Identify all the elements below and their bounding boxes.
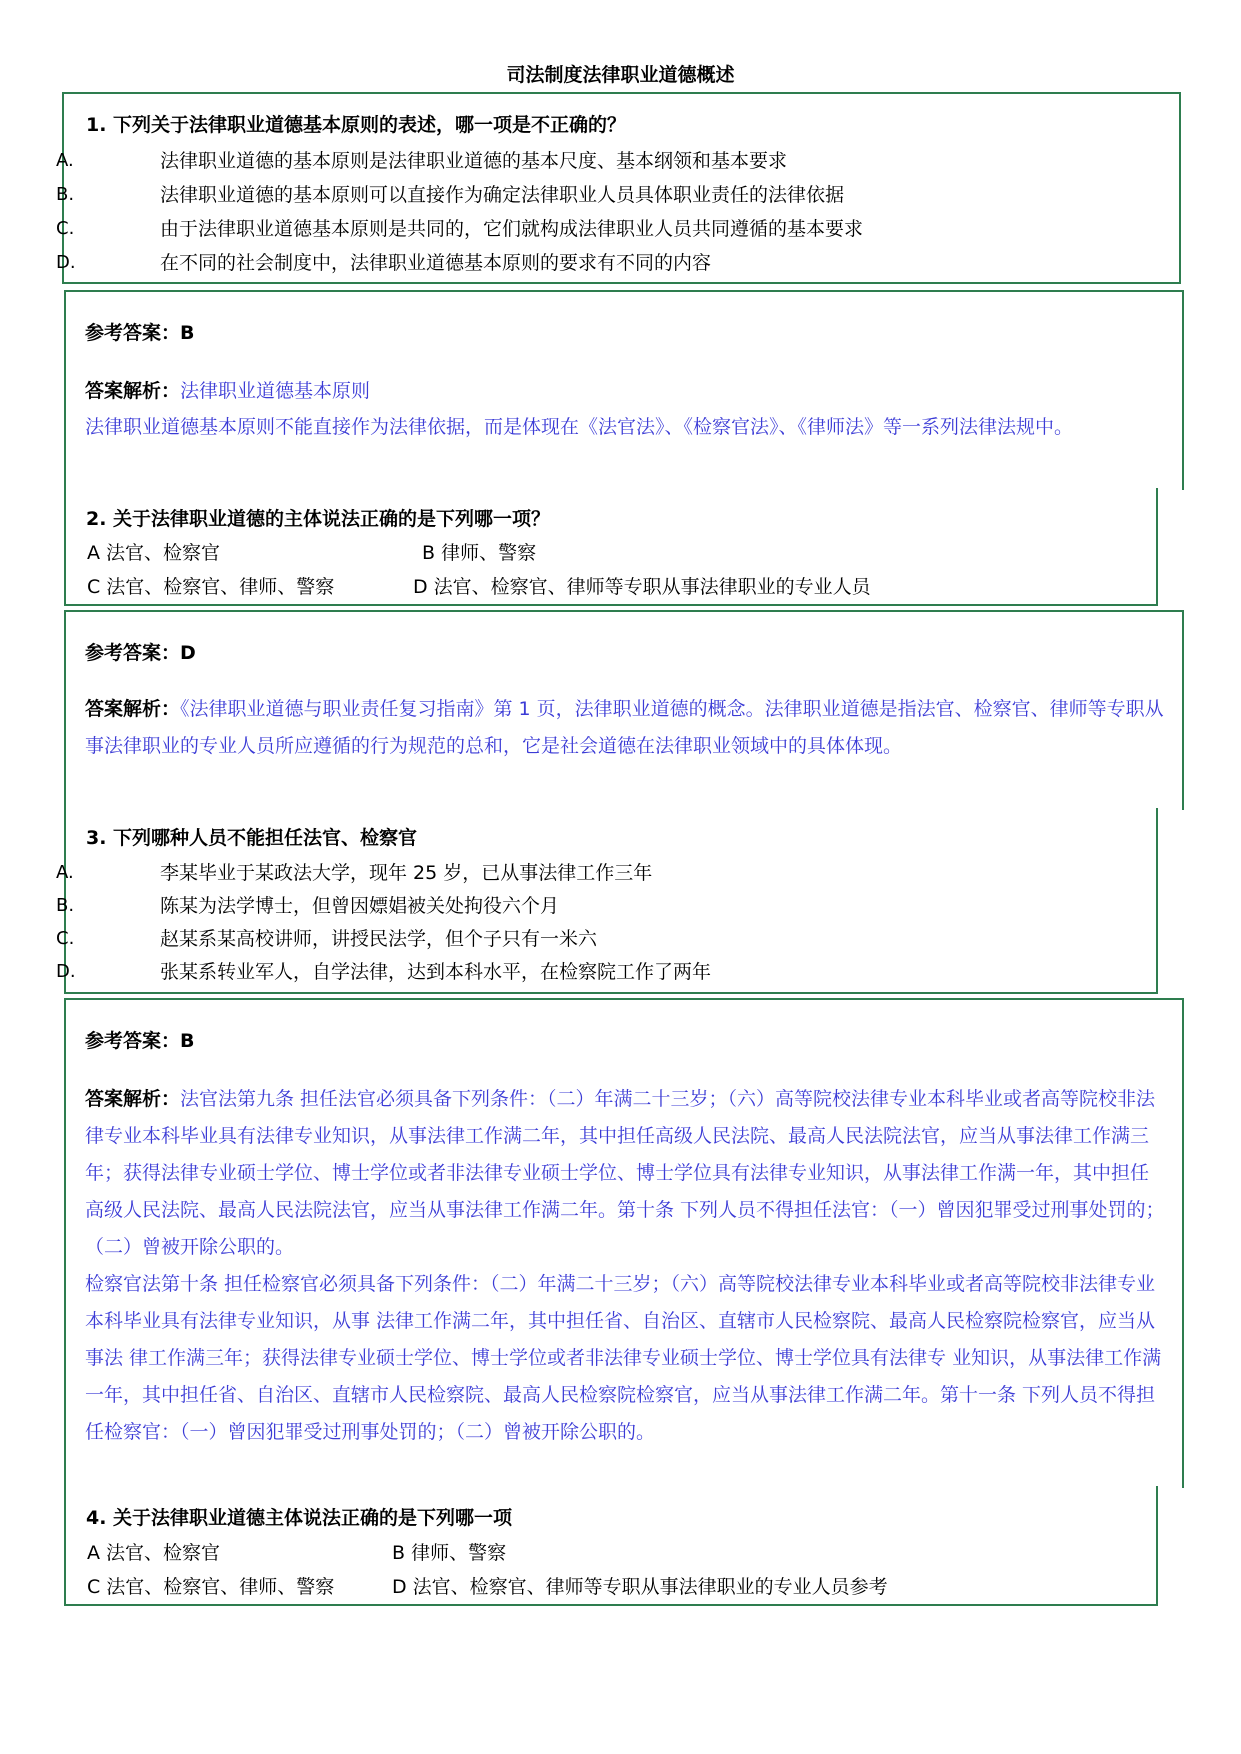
q3-option-d-text: 张某系转业军人，自学法律，达到本科水平，在检察院工作了两年 [160,961,712,983]
q3-option-a-text: 李某毕业于某政法大学，现年 25 岁，已从事法律工作三年 [160,862,653,884]
q3-option-c-letter: C. [56,928,75,949]
analysis-2-label: 答案解析： [85,698,181,720]
q4-option-c: C 法官、检察官、律师、警察 [87,1576,335,1598]
answer-1: 参考答案：B [85,322,195,344]
q4-option-a: A 法官、检察官 [87,1542,221,1564]
q1-option-a-letter: A. [56,150,74,171]
analysis-3-paragraph-1 [85,1081,1165,1266]
q3-option-b-letter: B. [56,895,75,916]
analysis-1-head [85,378,370,404]
q3-option-c-text: 赵某系某高校讲师，讲授民法学，但个子只有一米六 [160,928,598,950]
question-3-text: 3. 下列哪种人员不能担任法官、检察官 [86,827,418,849]
q3-option-a-letter: A. [56,862,74,883]
q1-option-d-letter: D. [56,252,76,273]
q1-option-c-text: 由于法律职业道德基本原则是共同的，它们就构成法律职业人员共同遵循的基本要求 [160,218,864,240]
q1-option-c-letter: C. [56,218,75,239]
analysis-1-topic: 法律职业道德基本原则 [180,380,371,402]
analysis-1-label: 答案解析： [85,380,181,402]
q3-option-b-text: 陈某为法学博士，但曾因嫖娼被关处拘役六个月 [160,895,560,917]
answer-2: 参考答案：D [85,642,196,664]
analysis-2-body [85,691,1165,765]
analysis-3-text-1: 法官法第九条 担任法官必须具备下列条件：（二）年满二十三岁；（六）高等院校法律专业本科毕业或者高等院校非法律专业本科毕业具有法律专业知识，从事法律工作满二年，其中担任高级人民法院、最高人民法院法官，应当从事法律工作满三年；获得法律专业硕士学位、博士学位或者非法律专业硕士学位、博士学位具有法律专业知识，从事法律工作满一年，其中担任高级人民法院、最高人民法院法官，应当从事法律工作满二年。第十条 下列人员不得担任法官：（一）曾因犯罪受过刑事处罚的；（二）曾被开除公职的。 [85,1088,1165,1258]
question-4-text: 4. 关于法律职业道德主体说法正确的是下列哪一项 [86,1507,513,1529]
question-1-text: 1. 下列关于法律职业道德基本原则的表述，哪一项是不正确的？ [86,114,627,136]
document-title: 司法制度法律职业道德概述 [506,64,735,86]
analysis-1-body: 法律职业道德基本原则不能直接作为法律依据，而是体现在《法官法》、《检察官法》、《律师法》等一系列法律法规中。 [85,416,1074,438]
q1-option-d-text: 在不同的社会制度中，法律职业道德基本原则的要求有不同的内容 [160,252,712,274]
analysis-3-label: 答案解析： [85,1088,181,1110]
q3-option-d-letter: D. [56,961,76,982]
q2-option-b: B 律师、警察 [422,542,537,564]
analysis-3-paragraph-2: 检察官法第十条 担任检察官必须具备下列条件：（二）年满二十三岁；（六）高等院校法律专业本科毕业或者高等院校非法律专业本科毕业具有法律专业知识，从事 法律工作满二年，其中担任省、自治区、直辖市人民检察院、最高人民检察院检察官，应当从事法 律工作满三年；获得法律专业硕士学位、博士学位或者非法律专业硕士学位、博士学位具有法律专 业知识，从事法律工作满一年，其中担任省、自治区、直辖市人民检察院、最高人民检察院检察官，应当从事法律工作满二年。第十一条 下列人员不得担任检察官：（一）曾因犯罪受过刑事处罚的；（二）曾被开除公职的。 [85,1273,1162,1443]
q2-option-d: D 法官、检察官、律师等专职从事法律职业的专业人员 [413,576,871,598]
q1-option-b-letter: B. [56,184,75,205]
q2-option-c: C 法官、检察官、律师、警察 [87,576,335,598]
q2-option-a: A 法官、检察官 [87,542,221,564]
answer-3: 参考答案：B [85,1030,195,1052]
analysis-2-text: 《法律职业道德与职业责任复习指南》第 1 页，法律职业道德的概念。法律职业道德是指法官、检察官、律师等专职从事法律职业的专业人员所应遵循的行为规范的总和，它是社会道德在法律职业领域中的具体体现。 [85,698,1164,757]
q4-option-b: B 律师、警察 [392,1542,507,1564]
question-2-text: 2. 关于法律职业道德的主体说法正确的是下列哪一项？ [86,508,551,530]
q4-option-d: D 法官、检察官、律师等专职从事法律职业的专业人员参考 [392,1576,888,1598]
q1-option-a-text: 法律职业道德的基本原则是法律职业道德的基本尺度、基本纲领和基本要求 [160,150,788,172]
q1-option-b-text: 法律职业道德的基本原则可以直接作为确定法律职业人员具体职业责任的法律依据 [160,184,845,206]
